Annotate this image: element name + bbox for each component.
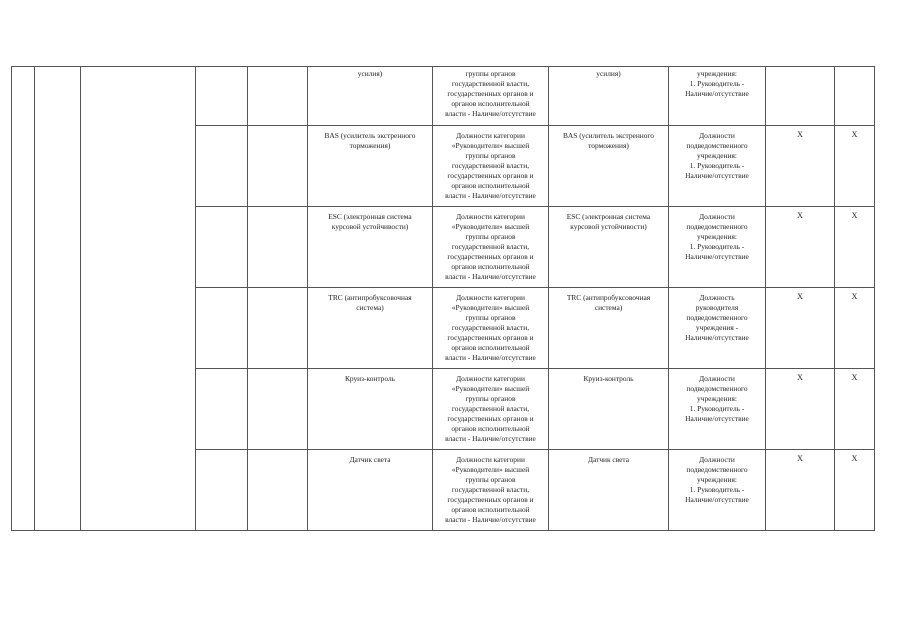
empty-cell-b	[248, 67, 308, 126]
positions-cell: Должности категории «Руководители» высшей группы органов государственной власти, государственных органов и органов исполнительной власти - Наличие/отсутствие	[433, 450, 549, 531]
institution-cell: Должности подведомственного учреждения: 1. Руководитель - Наличие/отсутствие	[669, 126, 766, 207]
positions-cell: Должности категории «Руководители» высшей группы органов государственной власти, государственных органов и органов исполнительной власти - Наличие/отсутствие	[433, 288, 549, 369]
mark-cell-b: X	[835, 126, 875, 207]
empty-cell-b	[248, 369, 308, 450]
mark-cell-a: X	[766, 126, 835, 207]
positions-cell: группы органов государственной власти, государственных органов и органов исполнительной власти - Наличие/отсутствие	[433, 67, 549, 126]
institution-cell: Должность руководителя подведомственного учреждения - Наличие/отсутствие	[669, 288, 766, 369]
document-table	[11, 66, 875, 531]
empty-cell-b	[248, 207, 308, 288]
mark-cell-b	[835, 67, 875, 126]
mark-cell-a: X	[766, 450, 835, 531]
index-cell	[12, 67, 35, 531]
empty-cell-b	[248, 288, 308, 369]
institution-cell: учреждения: 1. Руководитель - Наличие/отсутствие	[669, 67, 766, 126]
value-cell: TRC (антипробуксовочная система)	[549, 288, 669, 369]
mark-cell-b: X	[835, 450, 875, 531]
empty-cell-a	[196, 288, 248, 369]
mark-cell-b: X	[835, 207, 875, 288]
value-cell: ESC (электронная система курсовой устойчивости)	[549, 207, 669, 288]
characteristic-cell: Датчик света	[308, 450, 433, 531]
characteristic-cell: усилия)	[308, 67, 433, 126]
table-row	[12, 67, 875, 126]
code-cell	[35, 67, 81, 531]
empty-cell-b	[248, 126, 308, 207]
mark-cell-a: X	[766, 288, 835, 369]
positions-cell: Должности категории «Руководители» высшей группы органов государственной власти, государственных органов и органов исполнительной власти - Наличие/отсутствие	[433, 207, 549, 288]
value-cell: BAS (усилитель экстренного торможения)	[549, 126, 669, 207]
value-cell: Датчик света	[549, 450, 669, 531]
positions-cell: Должности категории «Руководители» высшей группы органов государственной власти, государственных органов и органов исполнительной власти - Наличие/отсутствие	[433, 126, 549, 207]
empty-cell-a	[196, 67, 248, 126]
characteristic-cell: ESC (электронная система курсовой устойчивости)	[308, 207, 433, 288]
empty-cell-a	[196, 369, 248, 450]
institution-cell: Должности подведомственного учреждения: 1. Руководитель - Наличие/отсутствие	[669, 450, 766, 531]
mark-cell-b: X	[835, 369, 875, 450]
empty-cell-a	[196, 207, 248, 288]
characteristic-cell: TRC (антипробуксовочная система)	[308, 288, 433, 369]
value-cell: Круиз-контроль	[549, 369, 669, 450]
institution-cell: Должности подведомственного учреждения: 1. Руководитель - Наличие/отсутствие	[669, 369, 766, 450]
characteristic-cell: BAS (усилитель экстренного торможения)	[308, 126, 433, 207]
empty-cell-a	[196, 126, 248, 207]
mark-cell-b: X	[835, 288, 875, 369]
institution-cell: Должности подведомственного учреждения: 1. Руководитель - Наличие/отсутствие	[669, 207, 766, 288]
mark-cell-a: X	[766, 207, 835, 288]
name-cell	[81, 67, 196, 531]
mark-cell-a: X	[766, 369, 835, 450]
positions-cell: Должности категории «Руководители» высшей группы органов государственной власти, государственных органов и органов исполнительной власти - Наличие/отсутствие	[433, 369, 549, 450]
mark-cell-a	[766, 67, 835, 126]
empty-cell-a	[196, 450, 248, 531]
empty-cell-b	[248, 450, 308, 531]
characteristic-cell: Круиз-контроль	[308, 369, 433, 450]
value-cell: усилия)	[549, 67, 669, 126]
